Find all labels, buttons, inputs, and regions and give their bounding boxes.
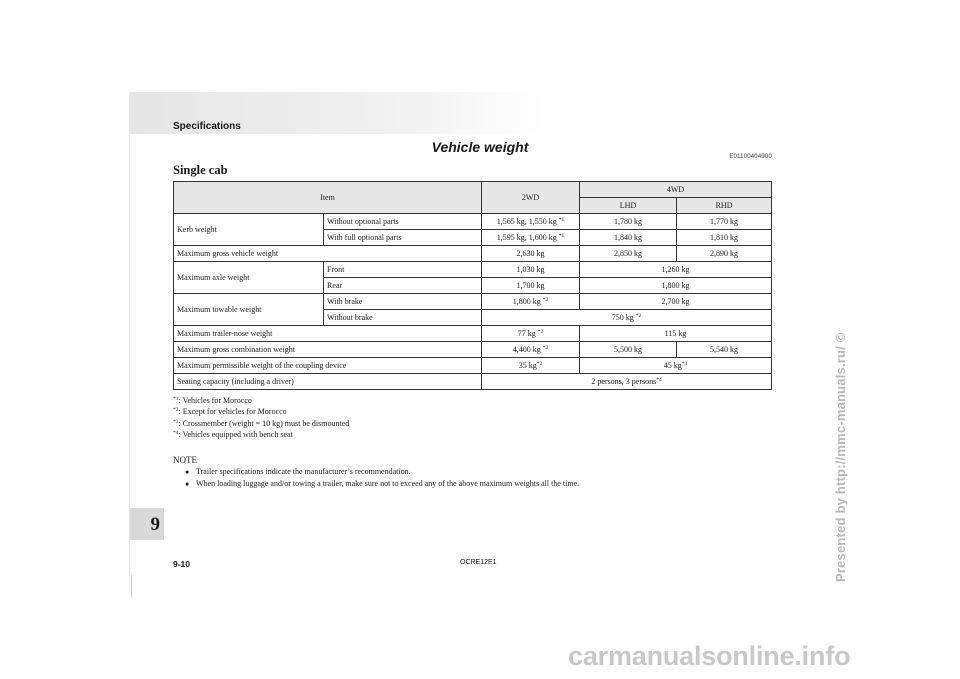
note-list <box>185 466 579 490</box>
header-lhd: LHD <box>580 198 677 214</box>
row-sublabel: Rear <box>324 278 482 294</box>
cell-2wd: 1,030 kg <box>482 262 580 278</box>
footnote-mark: *2 <box>542 344 549 351</box>
cell-2wd <box>482 294 580 310</box>
row-sublabel: With full optional parts <box>324 230 482 246</box>
row-sublabel: Front <box>324 262 482 278</box>
cell-lhd: 2,850 kg <box>580 246 677 262</box>
footnote <box>173 406 349 417</box>
cell-4wd: 115 kg <box>580 326 772 342</box>
cell-4wd: 1,260 kg <box>580 262 772 278</box>
cell-2wd <box>482 358 580 374</box>
bullet-icon: ● <box>185 468 190 476</box>
row-label-gross-vehicle-weight: Maximum gross vehicle weight <box>174 246 482 262</box>
section-label: Specifications <box>173 121 241 132</box>
cell-rhd: 2,890 kg <box>677 246 772 262</box>
footnote-text: : Crossmember (weight = 10 kg) must be dismounted <box>178 418 350 428</box>
cell-value: 750 kg <box>611 312 636 322</box>
cell-2wd: 1,700 kg <box>482 278 580 294</box>
note-item <box>185 478 579 490</box>
cell-2wd <box>482 214 580 230</box>
footnote-mark: *2 <box>542 296 549 303</box>
footnote-mark: *3 <box>173 418 179 425</box>
footnote <box>173 395 349 406</box>
header-4wd: 4WD <box>580 182 772 198</box>
table-header-row <box>174 182 772 198</box>
cell-2wd: 2,630 kg <box>482 246 580 262</box>
page-number: 9-10 <box>173 559 191 569</box>
footnote-text: : Vehicles equipped with bench seat <box>178 429 293 439</box>
footnote-mark: *2 <box>635 312 642 319</box>
cell-2wd <box>482 326 580 342</box>
row-label-axle-weight: Maximum axle weight <box>174 262 324 294</box>
table-row <box>174 246 772 262</box>
footnote-text: : Except for vehicles for Morocco <box>178 407 287 417</box>
cell-all <box>482 374 772 390</box>
header-item: Item <box>174 182 482 214</box>
cell-rhd: 5,540 kg <box>677 342 772 358</box>
note-item <box>185 466 579 478</box>
note-title: NOTE <box>173 455 197 465</box>
row-sublabel: With brake <box>324 294 482 310</box>
table-row <box>174 294 772 310</box>
cell-value: 1,565 kg, 1,550 kg <box>496 216 559 226</box>
row-label-seating-capacity: Seating capacity (including a driver) <box>174 374 482 390</box>
footnote-mark: *4 <box>656 376 662 383</box>
table-row <box>174 214 772 230</box>
cell-lhd: 1,840 kg <box>580 230 677 246</box>
footnote-mark: *1 <box>558 216 565 223</box>
row-sublabel: Without optional parts <box>324 214 482 230</box>
cell-rhd: 1,810 kg <box>677 230 772 246</box>
cell-value: 4,400 kg <box>512 344 543 354</box>
vehicle-weight-table <box>173 181 772 390</box>
cell-4wd: 2,700 kg <box>580 294 772 310</box>
footnote-mark: *2 <box>536 360 543 367</box>
page-title: Vehicle weight <box>431 139 529 155</box>
chapter-tab: 9 <box>130 508 164 540</box>
cell-value: 45 kg <box>663 360 682 370</box>
row-sublabel: Without brake <box>324 310 482 326</box>
cell-value: 1,800 kg <box>512 296 543 306</box>
footnote-mark: *1 <box>558 232 565 239</box>
footnote-mark: *3 <box>681 360 688 367</box>
header-2wd: 2WD <box>482 182 580 214</box>
table-row <box>174 342 772 358</box>
header-rhd: RHD <box>677 198 772 214</box>
footnote-mark: *2 <box>173 407 179 414</box>
cell-lhd: 1,780 kg <box>580 214 677 230</box>
cell-4wd: 1,800 kg <box>580 278 772 294</box>
reference-code: E01100404900 <box>729 154 772 160</box>
row-label-trailer-nose-weight: Maximum trailer-nose weight <box>174 326 482 342</box>
cell-value: 77 kg <box>517 328 538 338</box>
cell-4wd <box>580 358 772 374</box>
side-watermark: Presented by http://mmc-manuals.ru/ © <box>833 332 848 582</box>
footnote-mark: *2 <box>537 328 544 335</box>
cell-2wd <box>482 230 580 246</box>
footnote <box>173 429 349 440</box>
crop-mark <box>131 575 132 597</box>
bottom-watermark: carmanualsonline.info <box>568 641 851 671</box>
cell-value: 35 kg <box>518 360 537 370</box>
note-text: Trailer specifications indicate the manufacturer’s recommendation. <box>196 467 411 476</box>
row-label-towable-weight: Maximum towable weight <box>174 294 324 326</box>
footnotes <box>173 395 349 440</box>
footnote-mark: *4 <box>173 429 179 436</box>
cell-lhd: 5,500 kg <box>580 342 677 358</box>
footnote <box>173 418 349 429</box>
bullet-icon: ● <box>185 480 190 488</box>
cell-all <box>482 310 772 326</box>
cell-2wd <box>482 342 580 358</box>
footnote-text: : Vehicles for Morocco <box>178 396 252 405</box>
row-label-kerb-weight: Kerb weight <box>174 214 324 246</box>
footnote-mark: *1 <box>173 396 179 402</box>
cell-value: 2 persons, 3 persons <box>591 376 657 386</box>
subsection-title: Single cab <box>173 163 228 177</box>
document-code: OCRE12E1 <box>460 559 497 566</box>
row-label-coupling-device-weight: Maximum permissible weight of the coupling device <box>174 358 482 374</box>
table-row <box>174 358 772 374</box>
note-text: When loading luggage and/or towing a trailer, make sure not to exceed any of the above maximum weights all the time. <box>196 479 580 488</box>
table-row <box>174 262 772 278</box>
cell-rhd: 1,770 kg <box>677 214 772 230</box>
table-row <box>174 374 772 390</box>
row-label-gross-combination-weight: Maximum gross combination weight <box>174 342 482 358</box>
table-row <box>174 326 772 342</box>
cell-value: 1,595 kg, 1,600 kg <box>496 232 559 242</box>
